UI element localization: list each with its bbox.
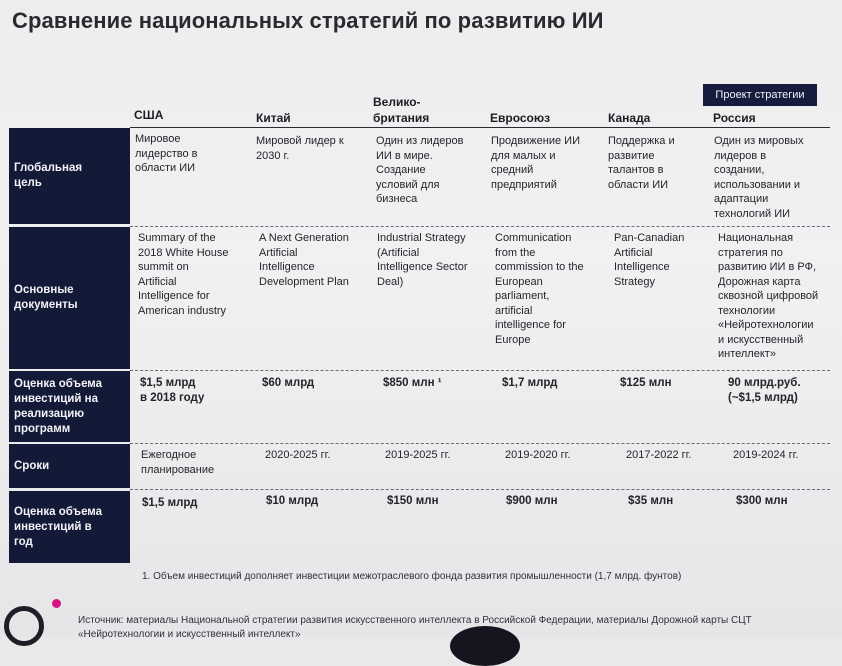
cell-invest-uk: $850 млн ¹ <box>383 377 442 389</box>
row-label-terms <box>9 444 130 488</box>
col-header-russia: Россия <box>713 111 756 125</box>
dark-blob-decoration <box>450 626 520 666</box>
col-header-usa: США <box>134 108 164 122</box>
col-header-china: Китай <box>256 111 291 125</box>
cell-terms-china: 2020-2025 гг. <box>265 449 331 461</box>
cell-annual-usa: $1,5 млрд <box>142 497 198 509</box>
cell-annual-russia: $300 млн <box>736 495 788 507</box>
cell-terms-eu: 2019-2020 гг. <box>505 449 571 461</box>
logo-ring-icon <box>4 606 44 646</box>
cell-terms-canada: 2017-2022 гг. <box>626 449 692 461</box>
cell-invest-russia: 90 млрд.руб. (~$1,5 млрд) <box>728 377 801 404</box>
row-divider <box>130 443 830 444</box>
row-label-annual <box>9 491 130 563</box>
cell-invest-canada: $125 млн <box>620 377 672 389</box>
footnote: 1. Объем инвестиций дополняет инвестиции межотраслевого фонда развития промышленности (1,7 млрд. фунтов) <box>142 571 682 582</box>
row-label-text: Оценка объема инвестиций на реализацию программ <box>14 377 103 435</box>
row-label-text: Сроки <box>14 459 50 472</box>
source-note: Источник: материалы Национальной стратегии развития искусственного интеллекта в Российской Федерации, материалы Дорожной карты СЦТ «Нейротехнологии и искусственный интеллект» <box>78 615 752 640</box>
col-header-eu: Евросоюз <box>490 111 551 125</box>
row-label-goal <box>9 128 130 224</box>
col-header-uk: Велико- британия <box>373 95 430 125</box>
row-label-investment <box>9 371 130 442</box>
row-label-text: Основные документы <box>14 284 78 311</box>
page-title: Сравнение национальных стратегий по развитию ИИ <box>12 8 604 33</box>
cell-goal-canada: Поддержка и развитие талантов в области ИИ <box>608 135 675 191</box>
cell-annual-uk: $150 млн <box>387 495 439 507</box>
cell-invest-usa: $1,5 млрд в 2018 году <box>140 377 205 404</box>
cell-invest-eu: $1,7 млрд <box>502 377 558 389</box>
cell-goal-eu: Продвижение ИИ для малых и средний предприятий <box>491 135 580 191</box>
row-label-documents <box>9 227 130 369</box>
cell-docs-uk: Industrial Strategy (Artificial Intelligence Sector Deal) <box>377 232 468 288</box>
cell-terms-usa: Ежегодное планирование <box>141 449 215 476</box>
cell-goal-usa: Мировое лидерство в области ИИ <box>135 133 198 174</box>
header-divider <box>130 127 830 128</box>
cell-annual-eu: $900 млн <box>506 495 558 507</box>
cell-annual-china: $10 млрд <box>266 495 319 507</box>
col-header-canada: Канада <box>608 111 651 125</box>
cell-docs-eu: Communication from the commission to the European parliament, artificial intelligence for Europe <box>495 232 584 346</box>
cell-goal-uk: Один из лидеров ИИ в мире. Создание условий для бизнеса <box>376 135 464 205</box>
row-divider <box>130 489 830 490</box>
cell-docs-canada: Pan-Canadian Artificial Intelligence Strategy <box>614 232 685 288</box>
cell-goal-china: Мировой лидер к 2030 г. <box>256 135 344 162</box>
cell-invest-china: $60 млрд <box>262 377 315 389</box>
row-divider <box>130 370 830 371</box>
row-divider <box>130 226 830 227</box>
cell-docs-usa: Summary of the 2018 White House summit on Artificial Intelligence for American industry <box>138 232 229 317</box>
cell-docs-russia: Национальная стратегия по развитию ИИ в РФ, Дорожная карта сквозной цифровой технологии «Нейротехнологии и искусственный интеллект» <box>718 232 819 360</box>
cell-terms-russia: 2019-2024 гг. <box>733 449 799 461</box>
logo-dot-icon <box>52 599 61 608</box>
row-label-text: Глобальная цель <box>14 162 83 189</box>
cell-terms-uk: 2019-2025 гг. <box>385 449 451 461</box>
strategy-draft-badge: Проект стратегии <box>703 84 817 106</box>
cell-goal-russia: Один из мировых лидеров в создании, использовании и адаптации технологий ИИ <box>714 135 804 220</box>
cell-docs-china: A Next Generation Artificial Intelligence Development Plan <box>259 232 349 288</box>
row-label-text: Оценка объема инвестиций в год <box>14 505 103 548</box>
cell-annual-canada: $35 млн <box>628 495 674 507</box>
